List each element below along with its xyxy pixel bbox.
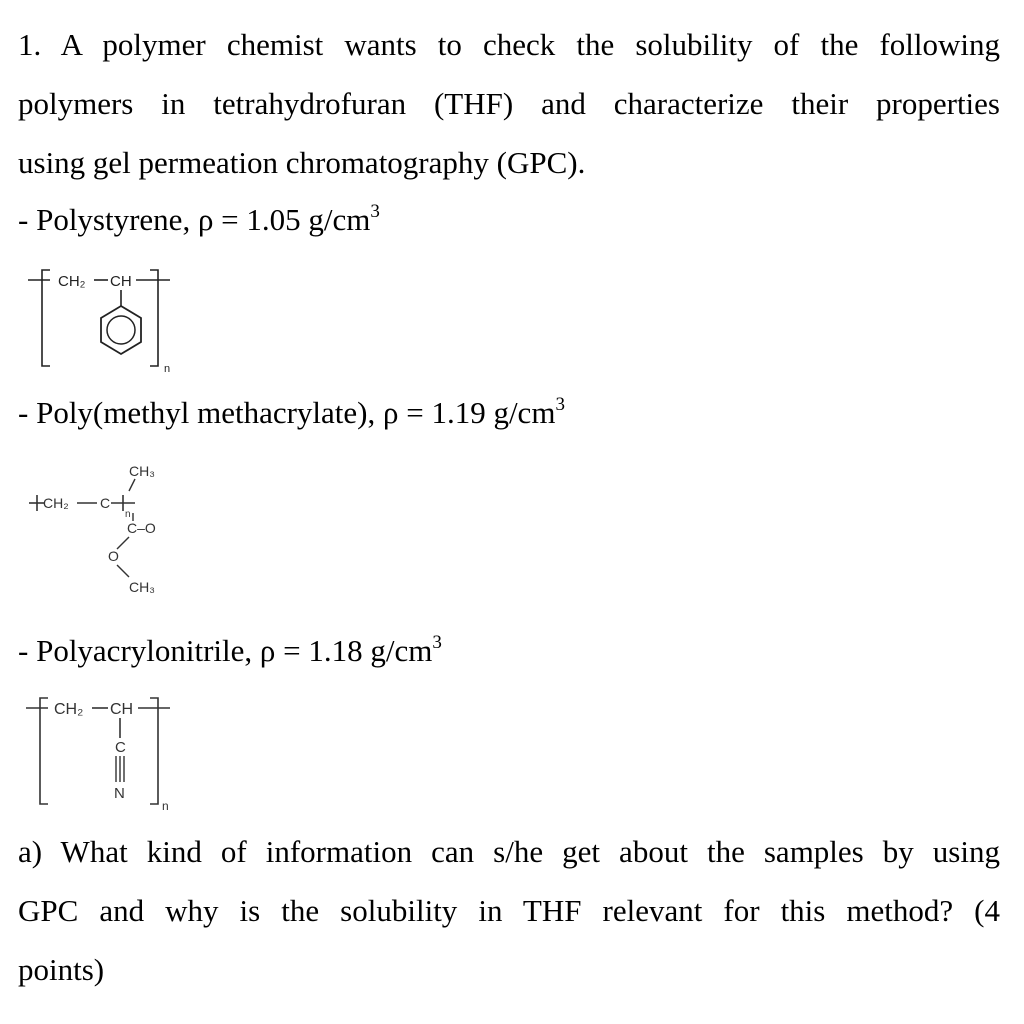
pmma-c-label: C xyxy=(100,495,111,511)
polystyrene-density-exponent: 3 xyxy=(370,201,380,222)
pmma-label xyxy=(18,393,565,433)
polystyrene-label xyxy=(18,200,380,240)
polystyrene-label-text: - Polystyrene, ρ = 1.05 g/cm xyxy=(18,202,371,237)
pmma-n-label: n xyxy=(125,509,131,520)
pmma-density-exponent: 3 xyxy=(555,394,565,415)
polystyrene-ch-label: CH xyxy=(110,273,132,290)
pan-n-label: n xyxy=(162,799,169,813)
polystyrene-structure xyxy=(20,262,190,377)
part-a-line-1: a) What kind of information can s/he get about the samples by using xyxy=(18,834,1000,869)
part-a-line-2: GPC and why is the solubility in THF relevant for this method? (4 xyxy=(18,893,1000,928)
polyacrylonitrile-density-exponent: 3 xyxy=(432,632,442,653)
pmma-structure xyxy=(25,455,225,605)
question-intro-line-3: using gel permeation chromatography (GPC). xyxy=(18,145,586,180)
polyacrylonitrile-structure xyxy=(20,690,190,815)
polystyrene-ch2-label: CH₂ xyxy=(58,273,86,290)
pan-ch2-label: CH₂ xyxy=(54,701,84,718)
pmma-co-label: C–O xyxy=(127,520,156,536)
pmma-ch3-top-label: CH₃ xyxy=(129,463,155,479)
pan-c-label: C xyxy=(115,739,126,756)
question-intro-line-2: polymers in tetrahydrofuran (THF) and characterize their properties xyxy=(18,86,1000,121)
question-intro-line-1: 1. A polymer chemist wants to check the solubility of the following xyxy=(18,27,1000,62)
pmma-label-text: - Poly(methyl methacrylate), ρ = 1.19 g/cm xyxy=(18,395,556,430)
pmma-o-label: O xyxy=(108,548,119,564)
pan-nitrogen-label: N xyxy=(114,785,125,802)
polyacrylonitrile-label-text: - Polyacrylonitrile, ρ = 1.18 g/cm xyxy=(18,633,433,668)
part-a-line-3: points) xyxy=(18,952,105,987)
polyacrylonitrile-label xyxy=(18,631,442,671)
pmma-ch2-label: CH₂ xyxy=(43,495,69,511)
pmma-ch3-bottom-label: CH₃ xyxy=(129,579,155,595)
polystyrene-n-label: n xyxy=(164,363,171,375)
pan-ch-label: CH xyxy=(110,701,134,718)
